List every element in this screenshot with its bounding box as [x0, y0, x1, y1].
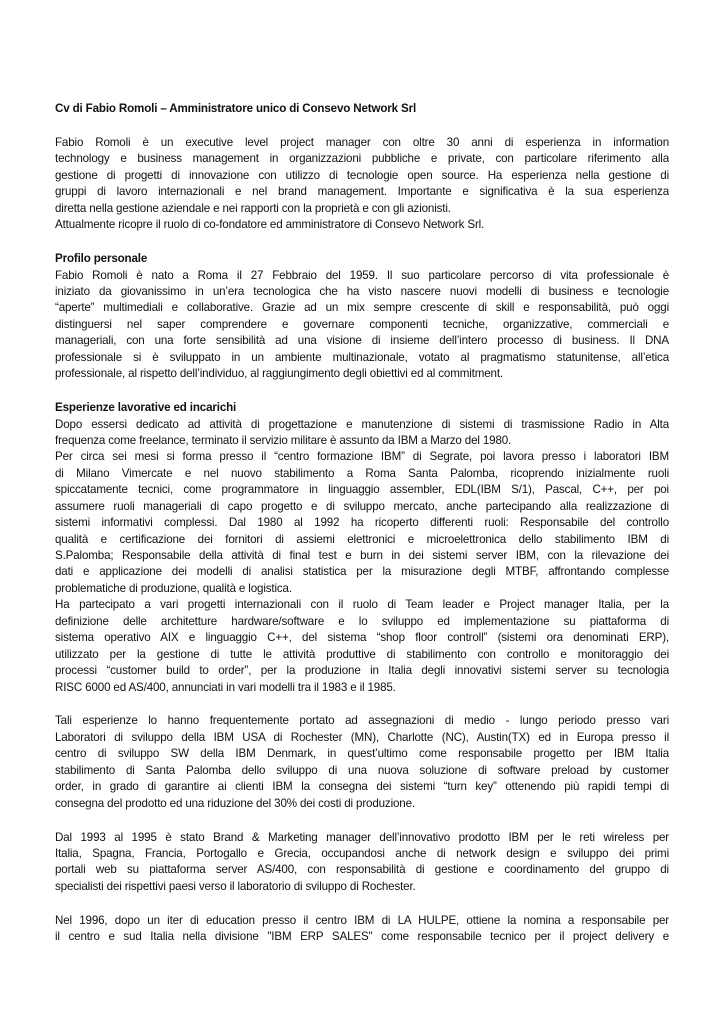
text-line: Dal 1993 al 1995 è stato Brand & Marketing manager dell’innovativo prodotto IBM per le reti wireless per — [55, 830, 669, 844]
section-heading: Profilo personale — [55, 252, 148, 266]
text-line: “aperte” multimediali e collaborative. Grazie ad un mix sempre crescente di skill e responsabilità, può oggi — [55, 301, 669, 315]
text-line: order, in grado di garantire ai clienti IBM la consegna dei sistemi “turn key” ottenendo più rapidi tempi di — [55, 780, 669, 794]
text-line: Per circa sei mesi si forma presso il “centro formazione IBM” di Segrate, poi lavora presso i laboratori IBM — [55, 450, 669, 464]
text-line: Dopo essersi dedicato ad attività di progettazione e manutenzione di sistemi di trasmissione Radio in Alta — [55, 417, 669, 431]
paragraph — [55, 597, 669, 696]
text-line: problematiche di produzione, qualità e logistica. — [55, 581, 292, 595]
blank-line — [55, 383, 669, 401]
text-line: Italia, Spagna, Francia, Portogallo e Grecia, occupandosi anche di network design e sviluppo dei primi — [55, 847, 669, 860]
blank-line — [55, 234, 669, 252]
text-line: Ha partecipato a vari progetti internazionali con il ruolo di Team leader e Project manager Italia, per la — [55, 598, 669, 612]
text-line: sistemi informativi complessi. Dal 1980 al 1992 ha ricoperto differenti ruoli: Responsabile del controllo — [55, 516, 669, 530]
blank-line — [55, 895, 669, 913]
text-line: qualità e certificazione dei fornitori di assiemi elettronici e microelettronica dello stabilimento IBM di — [55, 532, 669, 546]
paragraph — [55, 217, 669, 233]
paragraph — [55, 417, 669, 450]
text-line: diretta nella gestione aziendale e nei rapporti con la proprietà e con gli azionisti. — [55, 201, 451, 215]
paragraph — [55, 135, 669, 217]
text-line: consegna del prodotto ed una riduzione del 30% dei costi di produzione. — [55, 796, 415, 810]
text-line: definizione delle architetture hardware/software e lo sviluppo ed implementazione su piattaforma di — [55, 614, 669, 628]
blank-line — [55, 696, 669, 714]
text-line: dati e applicazione dei modelli di analisi statistica per la misurazione degli MTBF, affrontando complesse — [55, 565, 669, 579]
text-line: processi “customer build to order”, per la produzione in Italia degli innovativi sistemi server su tecnologia — [55, 664, 669, 678]
text-line: technology e business management in organizzazioni pubbliche e private, con particolare riferimento alla — [55, 152, 669, 166]
text-line: Fabio Romoli è un executive level project manager con oltre 30 anni di esperienza in information — [55, 135, 669, 149]
text-line: Attualmente ricopre il ruolo di co-fondatore ed amministratore di Consevo Network Srl. — [55, 218, 485, 232]
text-line: frequenza come freelance, terminato il servizio militare è assunto da IBM a Marzo del 1980. — [55, 433, 512, 447]
text-line: spiccatamente tecnici, come programmatore in linguaggio assembler, EDL(IBM S/1), Pascal, C++, per poi — [55, 483, 669, 497]
paragraph — [55, 268, 669, 383]
text-line: il centro e sud Italia nella divisione "IBM ERP SALES" come responsabile tecnico per il project delivery e — [55, 930, 669, 944]
blank-line — [55, 117, 669, 135]
text-line: Laboratori di sviluppo della IBM USA di Rochester (MN), Charlotte (NC), Austin(TX) ed in Europa presso il — [55, 730, 669, 744]
section-heading: Esperienze lavorative ed incarichi — [55, 401, 237, 415]
text-line: gruppi di lavoro internazionali e nel brand management. Importante e significativa è la sua esperienza — [55, 185, 669, 199]
text-line: S.Palomba; Responsabile della attività di final test e burn in dei sistemi server IBM, con la rilevazione dei — [55, 549, 669, 562]
text-line: utilizzato per la gestione di tutte le attività produttive di stabilimento con controllo e monitoraggio dei — [55, 647, 669, 661]
blank-line — [55, 812, 669, 830]
text-line: gestione di progetti di innovazione con utilizzo di tecnologie open source. Ha esperienza nella gestione di — [55, 168, 669, 182]
paragraph — [55, 449, 669, 597]
text-line: professionale, al rispetto dell’individuo, al raggiungimento degli obiettivi ed al commitment. — [55, 367, 503, 381]
text-line: Nel 1996, dopo un iter di education presso il centro IBM di LA HULPE, ottiene la nomina a responsabile per — [55, 913, 669, 927]
paragraph — [55, 913, 669, 946]
text-line: professionale si è sviluppato in un ambiente multinazionale, votato al pragmatismo statunitense, all’etica — [55, 350, 669, 364]
text-line: specialisti dei rispettivi paesi verso il laboratorio di sviluppo di Rochester. — [55, 879, 416, 893]
text-line: di Milano Vimercate e nel nuovo stabilimento a Roma Santa Palomba, ricoprendo inizialmente ruoli — [55, 466, 669, 480]
document-page — [55, 101, 669, 946]
text-line: manageriali, con una forte sensibilità ad una visione di insieme dell’intero processo di business. Il DNA — [55, 334, 669, 348]
text-line: Fabio Romoli è nato a Roma il 27 Febbraio del 1959. Il suo particolare percorso di vita professionale è — [55, 268, 669, 282]
paragraph — [55, 713, 669, 812]
text-line: distinguersi nel saper comprendere e governare componenti tecniche, organizzative, commerciali e — [55, 317, 669, 331]
text-line: Tali esperienze lo hanno frequentemente portato ad assegnazioni di medio - lungo periodo presso vari — [55, 714, 669, 728]
text-line: portali web su piattaforma server AS/400, con responsabilità di gestione e coordinamento del gruppo di — [55, 863, 669, 877]
text-line: centro di sviluppo SW della IBM Denmark, in quest’ultimo come responsabile progetto per IBM Italia — [55, 747, 669, 761]
paragraph — [55, 830, 669, 896]
text-line: assumere ruoli manageriali di capo progetto e di sviluppo mercato, anche partecipando alla realizzazione di — [55, 499, 669, 513]
document-title: Cv di Fabio Romoli – Amministratore unico di Consevo Network Srl — [55, 102, 417, 115]
text-line: stabilimento di Santa Palomba dello sviluppo di una nuova soluzione di software preload by customer — [55, 763, 669, 777]
text-line: sistema operativo AIX e linguaggio C++, del sistema “shop floor controll” (sistemi ora denominati ERP), — [55, 631, 669, 645]
text-line: iniziato da giovanissimo in un’era tecnologica che ha visto nascere nuovi modelli di business e tecnologie — [55, 284, 669, 298]
text-line: RISC 6000 ed AS/400, annunciati in vari modelli tra il 1983 e il 1985. — [55, 680, 396, 694]
